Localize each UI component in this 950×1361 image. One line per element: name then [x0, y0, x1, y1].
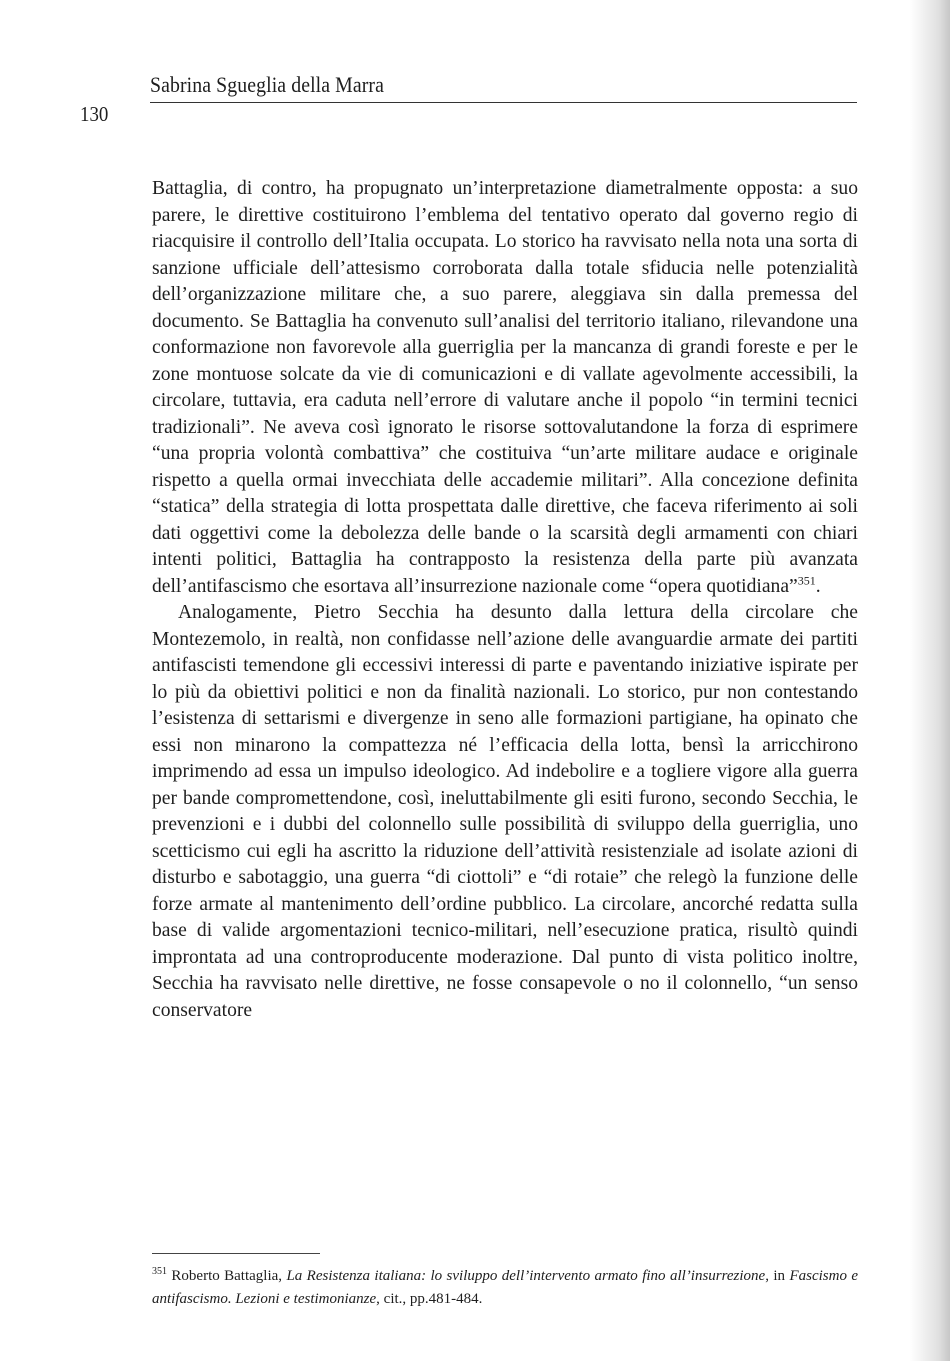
paragraph-1 — [152, 176, 858, 600]
footnote-tail: , cit., pp.481-484. — [376, 1291, 483, 1307]
footnote-title: La Resistenza italiana: lo sviluppo dell’intervento armato fino all’insurrezione — [286, 1268, 766, 1284]
footnote-rule — [152, 1253, 320, 1254]
footnote-number: 351 — [152, 1266, 167, 1277]
running-head: Sabrina Sgueglia della Marra — [150, 72, 384, 97]
footnote-in: , in — [765, 1268, 790, 1284]
body-text — [152, 176, 858, 1024]
paragraph-1-end: . — [815, 575, 821, 597]
header-rule — [150, 102, 857, 103]
footnote-reference-351[interactable]: 351 — [797, 572, 816, 587]
paragraph-1-text: Battaglia, di contro, ha propugnato un’interpretazione diametralmente opposta: a suo parere, le direttive costituirono l’emblema del tentativo operato dal governo regio di riacquisire il controllo dell’Italia occupata. Lo storico ha ravvisato nella nota una sorta di sanzione ufficiale dell’attesismo corroborata dalla totale sfiducia nelle potenzialità dell’organizzazione militare che, a suo parere, aleggiava sin dalla premessa del documento. Se Battaglia ha convenuto sull’analisi del territorio italiano, rilevandone una conformazione non favorevole alla guerriglia per la mancanza di grandi foreste e per le zone montuose solcate da vie di comunicazioni e di vallate agevolmente accessibili, la circolare, tuttavia, era caduta nell’errore di valutare anche il popolo “in termini tecnici tradizionali”. Ne aveva così ignorato le risorse sottovalutandone la forza di esprimere “una propria volontà combattiva” che costituiva “un’arte militare audace e originale rispetto a quella ormai invecchiata delle accademie militari”. Alla concezione definita “statica” della strategia di lotta prospettata dalle direttive, che faceva riferimento ai soli dati oggettivi come la debolezza delle bande o la scarsità degli armamenti con chiari intenti politici, Battaglia ha contrapposto la resistenza della parte più avanzata dell’antifascismo che esortava all’insurrezione nazionale come “opera quotidiana” — [152, 178, 858, 597]
page-number: 130 — [80, 102, 109, 126]
page-edge-shadow — [910, 0, 950, 1361]
footnote-351 — [152, 1265, 858, 1311]
footnote-source: Fascismo e antifascismo. Lezioni e testimonianze — [152, 1268, 859, 1307]
paragraph-2: Analogamente, Pietro Secchia ha desunto dalla lettura della circolare che Montezemolo, in realtà, non confidasse nell’azione delle avanguardie armate dei partiti antifascisti temendone gli eccessivi interessi di parte e paventando iniziative ispirate per lo più da obiettivi politici e non da finalità nazionali. Lo storico, pur non contestando l’esistenza di settarismi e divergenze in seno alle formazioni partigiane, ha opinato che essi non minarono la compattezza né l’efficacia della lotta, bensì la arricchirono imprimendo ad essa un impulso ideologico. Ad indebolire e a togliere vigore alla guerra per bande compromettendone, così, ineluttabilmente gli esiti furono, secondo Secchia, le prevenzioni e i dubbi del colonnello sulle possibilità di sviluppo della guerriglia, uno scetticismo cui egli ha ascritto la riduzione dell’attività resistenziale ad isolate azioni di disturbo e sabotaggio, una guerra “di ciottoli” e “di rotaie” che relegò la funzione delle forze armate al mantenimento dell’ordine pubblico. La circolare, ancorché redatta sulla base di valide argomentazioni tecnico-militari, nell’esecuzione pratica, risultò quindi improntata ad una controproducente moderazione. Dal punto di vista politico inoltre, Secchia ha ravvisato nelle direttive, ne fosse consapevole o no il colonnello, “un senso conservatore — [152, 602, 858, 1021]
footnote-author: Roberto Battaglia, — [171, 1268, 287, 1284]
